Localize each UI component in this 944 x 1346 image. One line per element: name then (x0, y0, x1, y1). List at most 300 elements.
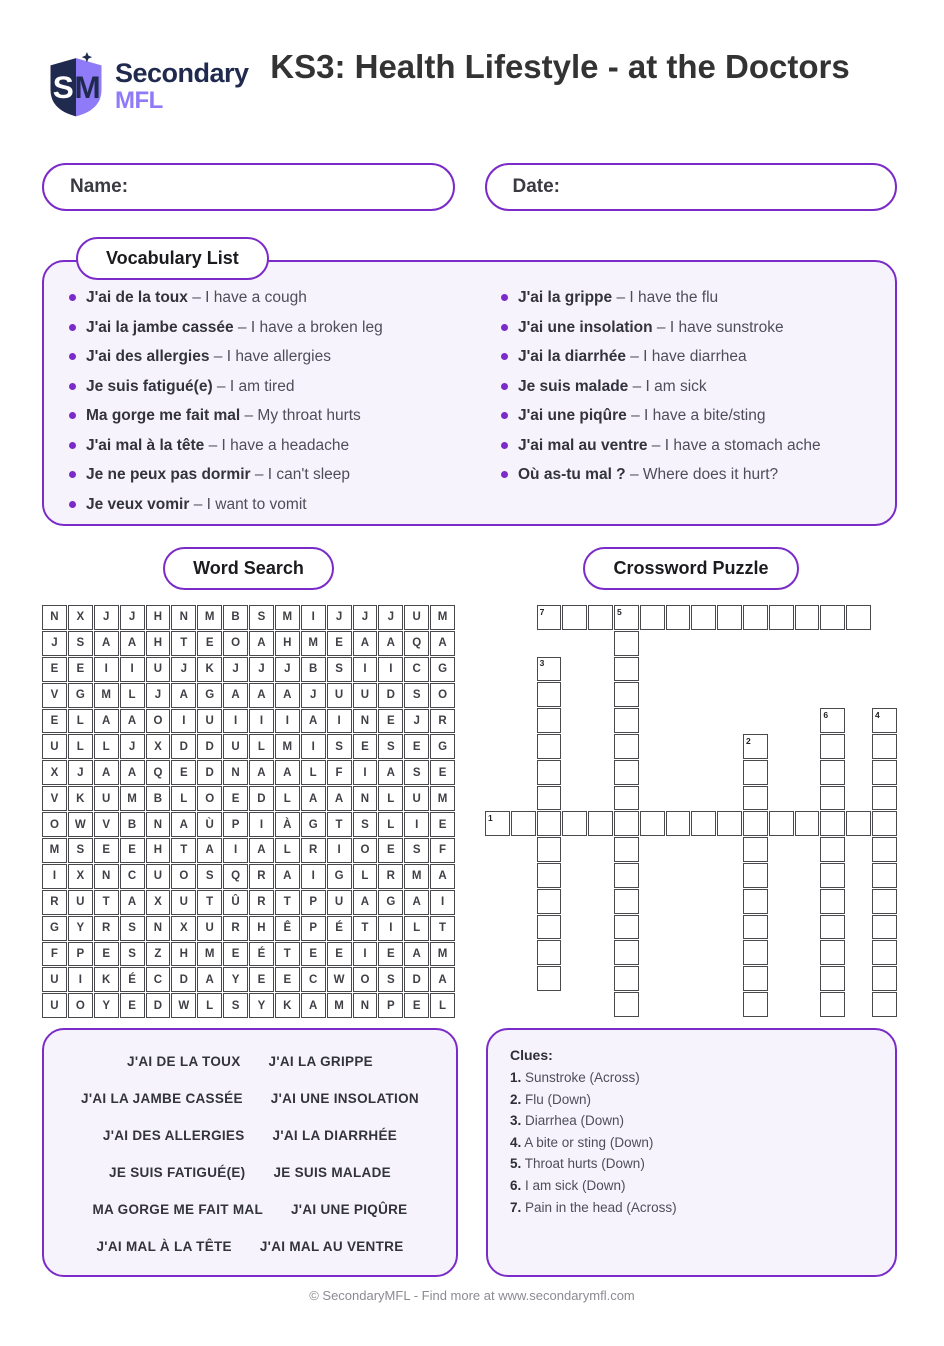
word-search-cell: A (353, 890, 378, 915)
word-search-cell: E (275, 967, 300, 992)
word-search-cell: J (378, 605, 403, 630)
word-search-cell: C (301, 967, 326, 992)
vocab-english: – I have sunstroke (652, 318, 784, 336)
word-search-cell: A (171, 683, 196, 708)
word-search-cell: I (353, 760, 378, 785)
word-search-cell: P (68, 942, 93, 967)
logo-wordmark (115, 57, 249, 114)
vocab-french: Où as-tu mal ? (518, 466, 626, 483)
word-search-cell: T (171, 838, 196, 863)
word-search-grid (42, 605, 455, 1018)
word-search-cell: W (327, 967, 352, 992)
word-search-cell: T (275, 942, 300, 967)
vocabulary-box (42, 260, 897, 526)
word-search-cell: P (301, 916, 326, 941)
word-search-cell: É (249, 942, 274, 967)
word-search-cell: E (223, 786, 248, 811)
word-bank-line (44, 1191, 456, 1228)
word-search-cell: E (430, 760, 455, 785)
vocab-french: Je ne peux pas dormir (86, 466, 251, 483)
word-search-cell: N (42, 605, 67, 630)
vocab-french: J'ai de la toux (86, 289, 188, 306)
word-search-cell: I (94, 657, 119, 682)
vocab-list-left (68, 288, 500, 524)
vocab-item (500, 347, 877, 366)
puzzles-row (42, 547, 897, 1019)
clue-number: 3. (510, 1113, 522, 1129)
word-search-cell: A (197, 967, 222, 992)
word-search-cell: L (301, 760, 326, 785)
vocab-item (68, 465, 500, 484)
clue-item (510, 1132, 877, 1154)
word-search-cell: A (404, 942, 429, 967)
word-search-cell: R (94, 916, 119, 941)
crossword-cell (537, 708, 562, 733)
crossword-cell (614, 657, 639, 682)
word-search-cell: M (120, 786, 145, 811)
clues-label: Clues: (510, 1047, 553, 1063)
word-search-cell: Y (68, 916, 93, 941)
word-search-cell: V (42, 683, 67, 708)
page-title: KS3: Health Lifestyle - at the Doctors (270, 48, 850, 85)
word-bank-line (44, 1228, 456, 1265)
word-search-cell: R (249, 890, 274, 915)
word-search-cell: M (430, 605, 455, 630)
word-search-cell: K (275, 993, 300, 1018)
word-search-cell: E (327, 942, 352, 967)
vocab-french: J'ai mal à la tête (86, 436, 205, 454)
vocab-french: Je suis fatigué(e) (86, 377, 213, 395)
word-search-cell: G (327, 864, 352, 889)
word-search-cell: A (249, 838, 274, 863)
word-search-cell: S (68, 838, 93, 863)
word-search-cell: M (430, 942, 455, 967)
word-search-cell: G (42, 916, 67, 941)
word-search-cell: N (353, 786, 378, 811)
word-search-cell: T (327, 812, 352, 837)
word-search-cell: U (42, 993, 67, 1018)
word-search-cell: H (146, 631, 171, 656)
crossword-cell (614, 708, 639, 733)
vocab-english: – I have a broken leg (233, 318, 383, 336)
word-search-cell: E (301, 942, 326, 967)
crossword-cell (743, 863, 768, 888)
word-search-cell: P (223, 812, 248, 837)
word-search-cell: U (404, 786, 429, 811)
crossword-cell (743, 966, 768, 991)
word-search-cell: E (42, 709, 67, 734)
logo-name: Secondary (115, 57, 249, 88)
word-search-cell: F (327, 760, 352, 785)
vocab-item (500, 436, 877, 455)
crossword-cell-7 (537, 605, 562, 630)
word-search-cell: H (275, 631, 300, 656)
secondarymfl-logo (45, 52, 249, 120)
vocab-english: – I have the flu (612, 289, 719, 306)
crossword-number: 4 (875, 709, 880, 720)
crossword-cell (820, 966, 845, 991)
word-search-cell: N (223, 760, 248, 785)
word-search-cell: I (301, 734, 326, 759)
word-search-cell: S (197, 864, 222, 889)
word-search-cell: U (197, 916, 222, 941)
logo-sub: MFL (115, 86, 163, 114)
crossword-cell (743, 605, 768, 630)
word-search-cell: U (146, 864, 171, 889)
crossword-cell (743, 992, 768, 1017)
vocab-english: – I have a cough (187, 289, 307, 306)
word-search-cell: A (378, 631, 403, 656)
bottom-row (42, 1028, 897, 1277)
crossword-cell (820, 760, 845, 785)
bullet-icon (501, 471, 508, 478)
vocab-french: J'ai mal au ventre (518, 436, 648, 454)
word-search-cell: T (197, 890, 222, 915)
clue-text: Flu (Down) (521, 1091, 592, 1107)
date-label: Date: (512, 176, 561, 197)
word-search-cell: N (94, 864, 119, 889)
crossword-cell (872, 889, 897, 914)
crossword-cell (691, 605, 716, 630)
vocab-list-right (500, 288, 877, 524)
crossword-cell (820, 992, 845, 1017)
clue-number: 7. (510, 1199, 522, 1215)
word-search-cell: M (301, 631, 326, 656)
word-search-cell: E (94, 942, 119, 967)
clue-item (510, 1175, 877, 1197)
word-search-cell: I (430, 890, 455, 915)
clue-item (510, 1197, 877, 1219)
word-search-cell: A (94, 760, 119, 785)
word-search-cell: L (197, 993, 222, 1018)
word-bank-line (44, 1117, 456, 1154)
clue-item (510, 1110, 877, 1132)
bullet-icon (69, 412, 76, 419)
word-search-cell: R (42, 890, 67, 915)
date-field (485, 163, 898, 211)
word-bank-word: MA GORGE ME FAIT MAL (92, 1202, 263, 1217)
clue-text: Sunstroke (Across) (521, 1070, 640, 1085)
word-search-cell: S (68, 631, 93, 656)
crossword-cell (717, 605, 742, 630)
clue-text: I am sick (Down) (521, 1177, 626, 1193)
word-search-cell: U (146, 657, 171, 682)
word-search-cell: A (301, 786, 326, 811)
word-search-cell: U (353, 683, 378, 708)
word-search-cell: W (68, 812, 93, 837)
word-search-cell: U (42, 734, 67, 759)
word-search-cell: N (146, 916, 171, 941)
vocab-english: – I have allergies (209, 348, 331, 365)
crossword-cell (820, 811, 845, 836)
word-search-cell: S (404, 838, 429, 863)
word-search-cell: M (94, 683, 119, 708)
word-search-cell: E (42, 657, 67, 682)
word-search-cell: S (353, 812, 378, 837)
word-search-cell: A (430, 967, 455, 992)
word-search-cell: I (353, 657, 378, 682)
word-search-cell: J (327, 605, 352, 630)
vocab-item (500, 406, 877, 425)
bullet-icon (501, 442, 508, 449)
word-search-cell: A (120, 709, 145, 734)
crossword-cell (872, 940, 897, 965)
crossword-cell-2 (743, 734, 768, 759)
vocab-english: – My throat hurts (240, 407, 361, 424)
word-search-cell: F (430, 838, 455, 863)
crossword-number: 1 (488, 812, 493, 823)
word-search-cell: Q (223, 864, 248, 889)
crossword-cell (537, 811, 562, 836)
word-search-cell: L (378, 786, 403, 811)
word-search-cell: H (249, 916, 274, 941)
crossword-cell (872, 863, 897, 888)
word-bank-box (42, 1028, 458, 1277)
word-search-cell: U (68, 890, 93, 915)
word-search-cell: D (171, 734, 196, 759)
crossword-cell (820, 940, 845, 965)
crossword-number: 5 (617, 606, 622, 617)
crossword-cell (537, 940, 562, 965)
word-search-cell: F (42, 942, 67, 967)
word-search-section (42, 547, 455, 1019)
vocabulary-section (42, 237, 897, 526)
word-search-cell: L (171, 786, 196, 811)
word-search-cell: A (94, 631, 119, 656)
word-search-cell: E (404, 734, 429, 759)
bullet-icon (501, 412, 508, 419)
word-search-cell: D (197, 734, 222, 759)
word-search-cell: A (249, 760, 274, 785)
word-search-cell: M (327, 993, 352, 1018)
bullet-icon (501, 383, 508, 390)
crossword-cell (820, 863, 845, 888)
word-search-cell: P (301, 890, 326, 915)
word-bank-word: J'AI MAL À LA TÊTE (96, 1239, 232, 1254)
vocab-english: – I can't sleep (250, 466, 350, 483)
word-search-cell: I (223, 838, 248, 863)
word-search-cell: À (275, 812, 300, 837)
crossword-cell (743, 837, 768, 862)
clues-box (486, 1028, 897, 1277)
word-search-cell: I (301, 864, 326, 889)
word-search-cell: D (404, 967, 429, 992)
word-search-cell: Q (404, 631, 429, 656)
crossword-cell-5 (614, 605, 639, 630)
word-search-cell: Y (249, 993, 274, 1018)
word-search-cell: H (146, 605, 171, 630)
word-search-cell: A (430, 864, 455, 889)
word-bank-line (44, 1080, 456, 1117)
word-search-cell: P (378, 993, 403, 1018)
crossword-section (485, 547, 897, 1019)
shield-logo-icon (45, 52, 107, 120)
clue-number: 2. (510, 1091, 522, 1107)
word-search-cell: S (327, 657, 352, 682)
word-search-cell: A (171, 812, 196, 837)
crossword-number: 6 (823, 709, 829, 720)
name-date-row (42, 163, 897, 211)
word-search-cell: E (68, 657, 93, 682)
word-search-cell: I (68, 967, 93, 992)
crossword-cell (537, 734, 562, 759)
word-search-cell: E (378, 838, 403, 863)
word-search-cell: Q (146, 760, 171, 785)
crossword-cell (614, 786, 639, 811)
vocab-item (68, 377, 500, 396)
word-search-cell: I (120, 657, 145, 682)
crossword-cell (537, 889, 562, 914)
bullet-icon (69, 442, 76, 449)
word-search-cell: M (404, 864, 429, 889)
word-search-heading: Word Search (163, 547, 334, 590)
vocab-english: – I am tired (212, 377, 295, 395)
word-search-cell: E (223, 942, 248, 967)
vocab-item (500, 465, 877, 484)
crossword-cell-6 (820, 708, 845, 733)
word-bank-line (44, 1043, 456, 1080)
word-search-cell: C (120, 864, 145, 889)
word-search-cell: Û (223, 890, 248, 915)
word-search-cell: J (68, 760, 93, 785)
word-search-cell: U (42, 967, 67, 992)
word-search-cell: B (301, 657, 326, 682)
crossword-cell (562, 811, 587, 836)
crossword-cell (666, 605, 691, 630)
bullet-icon (501, 294, 508, 301)
word-search-cell: E (120, 993, 145, 1018)
crossword-cell (872, 786, 897, 811)
word-search-cell: A (197, 838, 222, 863)
word-search-cell: S (378, 967, 403, 992)
bullet-icon (501, 353, 508, 360)
word-search-cell: L (249, 734, 274, 759)
word-search-cell: N (353, 709, 378, 734)
word-search-cell: I (378, 657, 403, 682)
word-search-cell: E (249, 967, 274, 992)
crossword-cell (588, 605, 613, 630)
word-search-cell: O (68, 993, 93, 1018)
crossword-cell (537, 863, 562, 888)
word-search-cell: E (378, 709, 403, 734)
word-search-cell: C (404, 657, 429, 682)
word-search-cell: O (353, 838, 378, 863)
word-search-cell: X (68, 605, 93, 630)
word-search-cell: D (197, 760, 222, 785)
clue-text: Pain in the head (Across) (521, 1199, 677, 1215)
crossword-cell (743, 940, 768, 965)
word-search-cell: B (146, 786, 171, 811)
word-search-cell: E (327, 631, 352, 656)
word-search-cell: S (120, 942, 145, 967)
word-search-cell: B (120, 812, 145, 837)
word-search-cell: L (68, 709, 93, 734)
word-search-cell: J (404, 709, 429, 734)
crossword-cell (614, 966, 639, 991)
vocab-item (68, 288, 500, 307)
crossword-cell (614, 682, 639, 707)
crossword-cell-4 (872, 708, 897, 733)
word-search-cell: A (120, 760, 145, 785)
word-bank-word: J'AI DES ALLERGIES (102, 1128, 245, 1143)
crossword-heading: Crossword Puzzle (583, 547, 798, 590)
word-search-cell: E (430, 812, 455, 837)
crossword-number: 3 (539, 658, 545, 669)
crossword-cell (614, 889, 639, 914)
vocab-french: J'ai des allergies (86, 348, 210, 365)
vocab-item (68, 406, 500, 425)
clue-number: 5. (510, 1156, 522, 1172)
word-search-cell: U (327, 890, 352, 915)
word-search-cell: T (353, 916, 378, 941)
word-search-cell: S (404, 760, 429, 785)
vocab-french: J'ai la grippe (518, 289, 613, 306)
crossword-cell (666, 811, 691, 836)
word-search-cell: L (120, 683, 145, 708)
word-search-cell: É (120, 967, 145, 992)
crossword-cell (820, 837, 845, 862)
word-search-cell: H (146, 838, 171, 863)
crossword-cell (691, 811, 716, 836)
word-search-cell: Ù (197, 812, 222, 837)
crossword-cell (743, 811, 768, 836)
vocab-item (68, 495, 500, 514)
word-search-cell: G (301, 812, 326, 837)
word-search-cell: L (94, 734, 119, 759)
word-search-cell: D (378, 683, 403, 708)
word-search-cell: A (404, 890, 429, 915)
crossword-cell (743, 760, 768, 785)
word-search-cell: J (146, 683, 171, 708)
vocab-french: J'ai la diarrhée (518, 348, 626, 365)
vocab-item (500, 377, 877, 396)
word-search-cell: A (249, 631, 274, 656)
word-search-cell: N (353, 993, 378, 1018)
crossword-cell (795, 605, 820, 630)
word-search-cell: E (171, 760, 196, 785)
word-search-cell: E (353, 734, 378, 759)
clue-item (510, 1067, 877, 1089)
crossword-cell (537, 966, 562, 991)
word-search-cell: É (327, 916, 352, 941)
crossword-cell (872, 837, 897, 862)
crossword-cell (820, 889, 845, 914)
crossword-cell (743, 889, 768, 914)
word-search-cell: S (404, 683, 429, 708)
word-search-cell: S (120, 916, 145, 941)
word-search-cell: K (68, 786, 93, 811)
word-search-cell: A (378, 760, 403, 785)
crossword-cell (614, 760, 639, 785)
word-search-cell: X (171, 916, 196, 941)
crossword-cell (872, 992, 897, 1017)
vocab-english: – I want to vomit (189, 495, 307, 513)
word-search-cell: I (275, 709, 300, 734)
crossword-cell (769, 605, 794, 630)
word-bank-word: J'AI LA GRIPPE (268, 1054, 373, 1069)
word-search-cell: D (171, 967, 196, 992)
clue-number: 6. (510, 1177, 522, 1193)
word-search-cell: M (197, 942, 222, 967)
crossword-cell (846, 811, 871, 836)
vocab-english: – I have a headache (204, 436, 350, 454)
vocab-item (68, 436, 500, 455)
word-search-cell: A (353, 631, 378, 656)
word-search-cell: O (197, 786, 222, 811)
crossword-cell (820, 734, 845, 759)
crossword-cell (588, 811, 613, 836)
word-search-cell: E (197, 631, 222, 656)
